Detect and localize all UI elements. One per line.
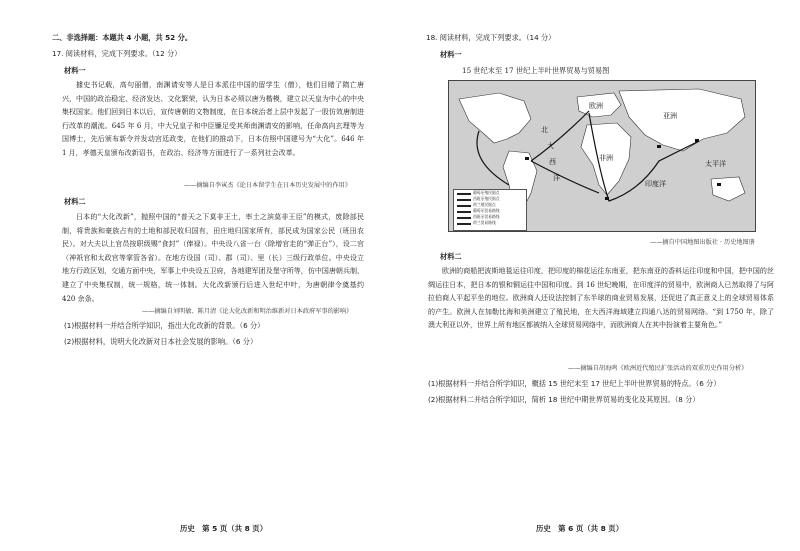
legend-label: 葡萄牙殖民据点 [473,190,500,195]
right-page [400,0,800,551]
material-2-source: ——摘编自胡海鸣《欧洲近代殖民扩张活动的双重历史作用分析》 [568,365,748,372]
question-18-part-1: (1)根据材料一并结合所学知识，概括 15 世纪末至 17 世纪上半叶世界贸易的特点。（6 分） [428,379,721,388]
page-footer-right: 历史 第 6 页（共 8 页） [536,524,624,533]
material-1-title: 材料一 [64,66,86,75]
material-2-text: 欧洲的商船把波斯地毯运往印度，把印度的棉花运往东南亚，把东南亚的香料运往印度和中国，把中国的丝绸运往日本，把日本的银和铜运往中国和印度。到 16 世纪晚期，在印度洋的贸易中，欧洲商人已然取得了与阿拉伯商人平起平坐的地位。欧洲商人还设法控制了东半球的商业贸易发展，还促进了真正意义上的全球贸易体系的产生。欧洲人在加勒比海和美洲建立了殖民地，在大西洋海域建立四通八达的贸易网络。“到 1750 年，除了澳大利亚以外，世界上所有地区都被纳入全球贸易网络中，而欧洲商人在其中扮演着主要角色。” [428,267,774,330]
map-label-pacific: 太平洋 [705,160,726,168]
material-2-text: 日本的“大化改新”，抛照中国的“普天之下莫非王土，率土之滨莫非王臣”的模式，废除部民制，将贵族和豪族占有的土地和部民收归国有，田庄地归国家所有，部民成为国家公民（班田农民）。对大夫以上官员按职级赐“食封”（俸禄）。中央设八省一台（除增官走的“弹正台”），设二官（神祇官和太政官等掌管各省）。在地方设国（司）、郡（司）、里（长）三级行政单位。中央设立地方行政区划，交通方面中央，军事上中央设五卫府，各地建军团及堡守所等，仿中国唐朝兵制，建立了中央集权制，统一规格，统一体制。大化改新颁行后进入世纪中叶，为唐朝律令奠基约 420 余条。 [62,213,364,303]
map-label-europe: 欧洲 [589,102,603,110]
material-1-text: 據史书记载，高句丽僧，南渊请安等人是日本派往中国的留学生（僧），他们目睹了隋亡唐兴，中国的政治稳定、经济发达、文化繁荣，认为日本必须以唐为楷模，建立以天皇为中心的中央集权国家。他们回到日本以后，宣传唐朝的文物制度，在日本统治者上层中发起了一股仿效唐制进行改革的潮流。645 年 6 月，中大兄皇子和中臣镰足受其师南渊请安的影响，任命高向玄理等为国博士，先后颁布新令并发动宫廷政变，在他们的推动下，日本仿照中国建号为“大化”。646 年 1 月，孝德天皇颁布改新诏书，在政治、经济等方面进行了一系列社会改革。 [62,81,364,157]
question-17-part-1: (1)根据材料一并结合所学知识，指出大化改新的背景。（6 分） [64,321,265,330]
legend-label: 荷兰贸易路线 [473,220,496,225]
material-1-title: 材料一 [440,50,462,59]
legend-label: 西班牙贸易路线 [473,214,500,219]
map-label-asia: 亚洲 [663,112,677,120]
legend-label: 葡萄牙贸易路线 [473,208,500,213]
section-title: 二、非选择题：本题共 4 小题，共 52 分。 [52,33,193,42]
question-17-title: 17. 阅读材料，完成下列要求。（12 分） [52,49,182,58]
map-label-indian-ocean: 印度洋 [645,180,666,188]
map-label-da: 大 [547,142,554,150]
map-label-xi: 西 [549,158,556,166]
question-18-title: 18. 阅读材料，完成下列要求。（14 分） [426,33,556,42]
legend-row [457,222,523,227]
material-1-source: ——摘编自李寅杰《论日本留学生在日本历史发展中的作用》 [184,182,352,189]
material-2-source: ——摘编自刘明敏、陈月清《论大化改新和明治维新对日本政府军事的影响》 [142,308,353,315]
legend-label: 西班牙殖民据点 [473,196,500,201]
material-2-title: 材料二 [440,252,462,261]
map-title: 15 世纪末至 17 世纪上半叶世界贸易与贸易图 [462,66,610,75]
map-label-yang: 洋 [553,174,560,182]
page-footer-left: 历史 第 5 页（共 8 页） [180,524,268,533]
question-17-part-2: (2)根据材料，说明大化改新对日本社会发展的影响。（6 分） [64,337,258,346]
map-legend [453,189,527,231]
question-18-part-2: (2)根据材料二并结合所学知识，简析 18 世纪中期世界贸易的变化及其原因。（8 分） [428,395,700,404]
legend-label: 荷兰殖民据点 [473,202,496,207]
map-label-north: 北 [541,126,548,134]
world-trade-map [448,80,756,232]
map-source: ——摘自中国地图出版社 · 历史地图册 [650,239,755,246]
material-2-title: 材料二 [64,197,86,206]
map-label-africa: 非洲 [599,154,613,162]
